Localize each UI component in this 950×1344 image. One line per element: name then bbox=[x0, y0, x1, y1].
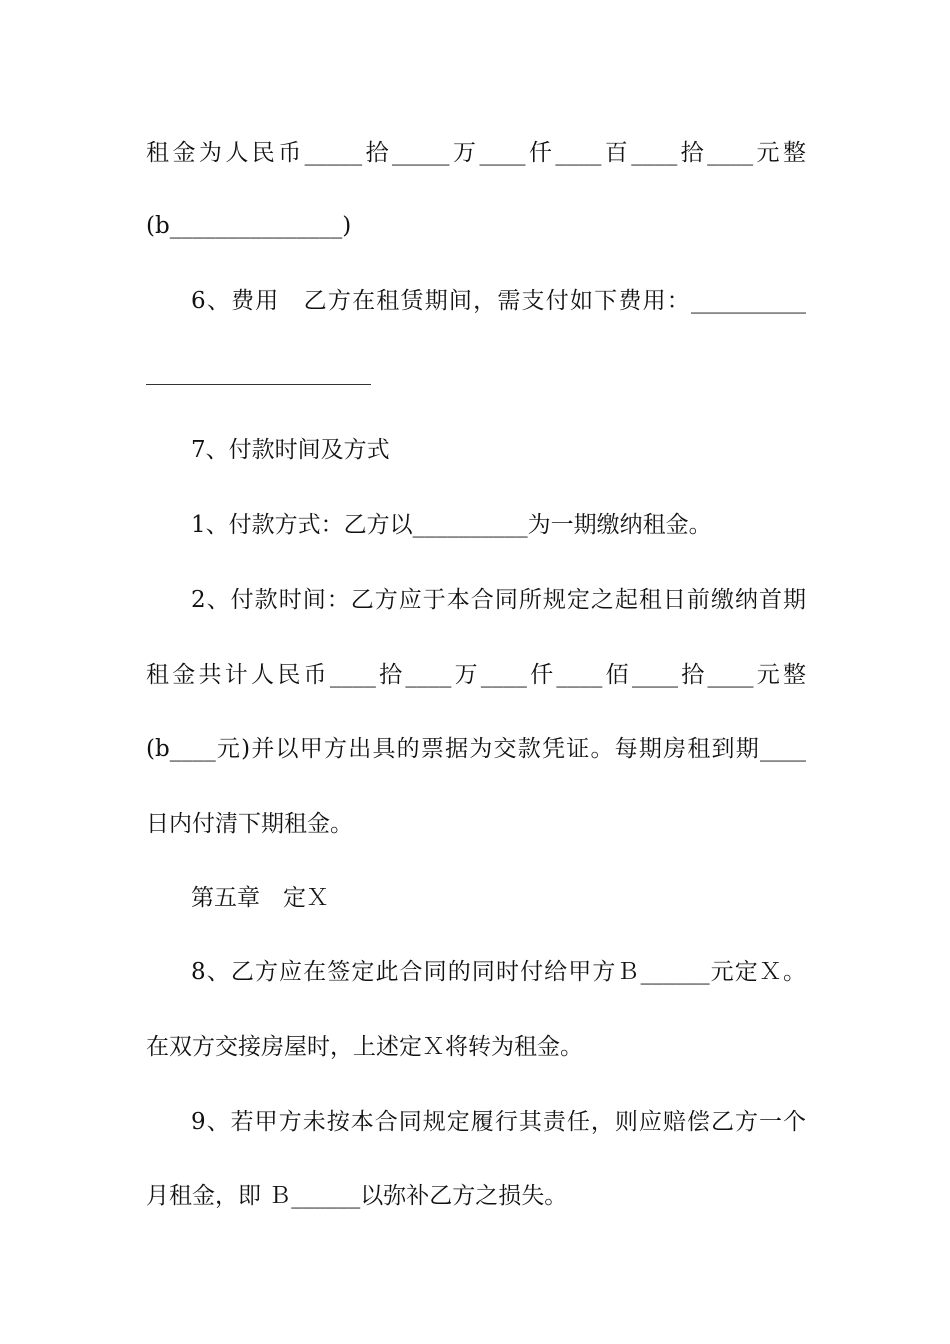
text-line-rent-amount: 租金为人民币_____拾_____万____仟____百____拾____元整 bbox=[146, 140, 806, 166]
text-line-rent-amount-b: (b_______________) bbox=[146, 213, 352, 239]
text-line-next-rent: 日内付清下期租金。 bbox=[146, 811, 353, 837]
section-heading-payment: 7、付款时间及方式 bbox=[191, 437, 390, 463]
text-line-first-rent-total: 租金共计人民币____拾____万____仟____佰____拾____元整 bbox=[146, 662, 806, 688]
text-line-compensation-amount: 月租金，即 Ｂ______以弥补乙方之损失。 bbox=[146, 1183, 568, 1209]
text-line-payment-method: 1、付款方式：乙方以__________为一期缴纳租金。 bbox=[191, 512, 712, 538]
fees-blank-rule bbox=[146, 384, 371, 385]
chapter-heading-deposit: 第五章 定Ｘ bbox=[191, 885, 329, 911]
text-line-fees: 6、费用 乙方在租赁期间，需支付如下费用：__________ bbox=[191, 288, 806, 314]
text-line-payment-time: 2、付款时间：乙方应于本合同所规定之起租日前缴纳首期 bbox=[191, 587, 806, 613]
text-line-breach-compensation: 9、若甲方未按本合同规定履行其责任，则应赔偿乙方一个 bbox=[191, 1109, 806, 1135]
text-line-receipt: (b____元)并以甲方出具的票据为交款凭证。每期房租到期____ bbox=[146, 736, 806, 762]
text-line-deposit-payment: 8、乙方应在签定此合同的同时付给甲方Ｂ______元定Ｘ。 bbox=[191, 959, 806, 985]
text-line-deposit-conversion: 在双方交接房屋时，上述定Ｘ将转为租金。 bbox=[146, 1034, 583, 1060]
